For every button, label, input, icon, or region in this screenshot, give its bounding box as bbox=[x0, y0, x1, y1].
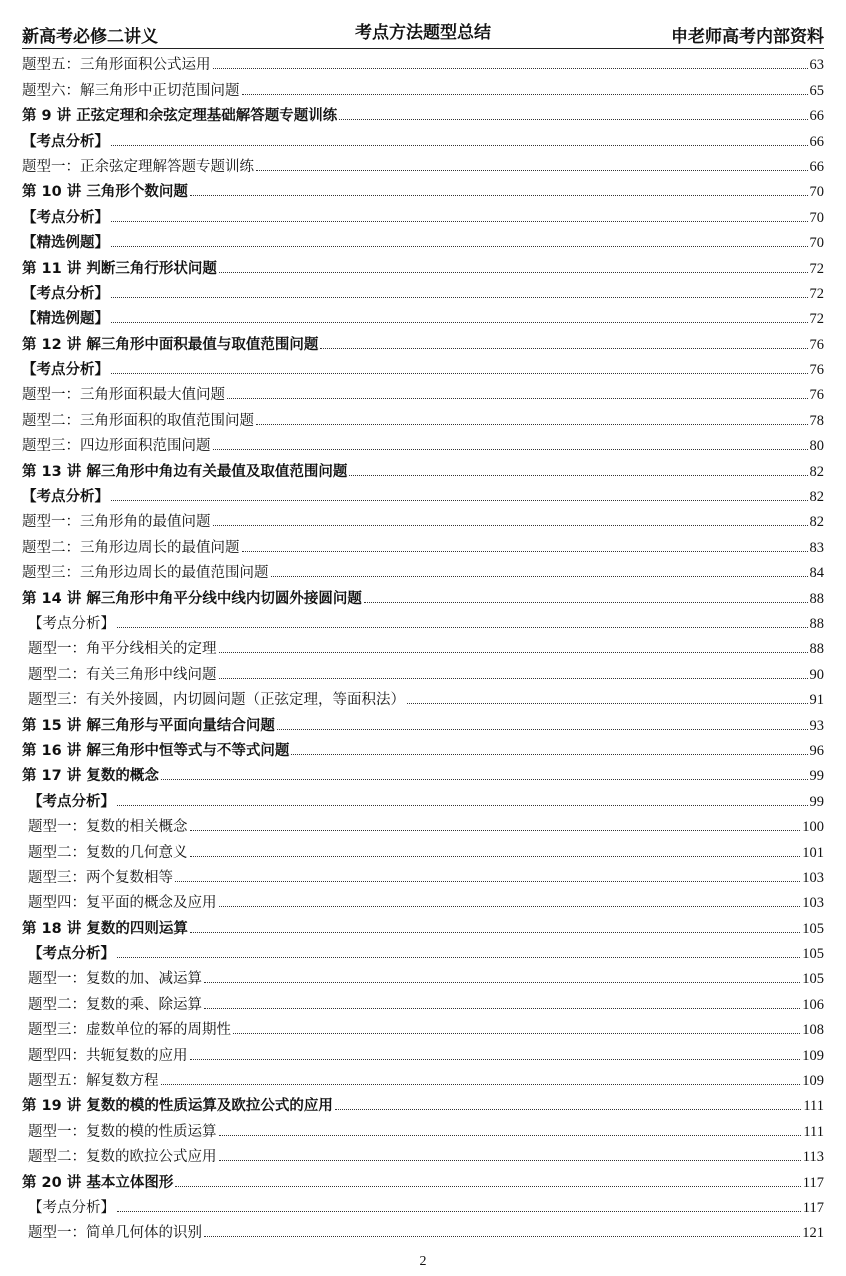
toc-entry[interactable] bbox=[22, 1065, 824, 1090]
toc-dot-leader bbox=[111, 145, 808, 146]
header-left-title: 新高考必修二讲义 bbox=[22, 27, 158, 47]
toc-entry-page: 82 bbox=[809, 489, 824, 506]
toc-entry[interactable] bbox=[22, 557, 824, 582]
toc-entry-title: 第 17 讲 复数的概念 bbox=[22, 768, 159, 785]
toc-entry[interactable] bbox=[22, 1090, 824, 1115]
toc-entry-title: 【考点分析】 bbox=[22, 362, 109, 379]
toc-dot-leader bbox=[219, 1135, 802, 1136]
toc-entry-title: 【考点分析】 bbox=[22, 285, 109, 302]
toc-entry[interactable] bbox=[22, 100, 824, 125]
toc-dot-leader bbox=[291, 754, 807, 755]
toc-entry-title: 【考点分析】 bbox=[28, 793, 115, 810]
toc-entry-title: 【考点分析】 bbox=[22, 489, 109, 506]
toc-entry-page: 100 bbox=[802, 819, 824, 836]
toc-entry-title: 第 12 讲 解三角形中面积最值与取值范围问题 bbox=[22, 336, 319, 353]
toc-entry-title: 题型一：复数的加、减运算 bbox=[28, 971, 202, 988]
toc-dot-leader bbox=[175, 1186, 800, 1187]
toc-entry[interactable] bbox=[22, 836, 824, 861]
toc-dot-leader bbox=[111, 221, 808, 222]
toc-entry-page: 111 bbox=[803, 1098, 824, 1115]
toc-entry-title: 题型一：角平分线相关的定理 bbox=[28, 641, 217, 658]
toc-dot-leader bbox=[111, 322, 808, 323]
toc-entry-page: 70 bbox=[809, 184, 824, 201]
toc-entry[interactable] bbox=[22, 303, 824, 328]
toc-dot-leader bbox=[161, 779, 808, 780]
toc-dot-leader bbox=[213, 449, 808, 450]
toc-entry-page: 105 bbox=[802, 946, 824, 963]
toc-entry[interactable] bbox=[22, 531, 824, 556]
toc-entry-page: 113 bbox=[802, 1149, 824, 1166]
toc-entry-title: 题型二：复数的欧拉公式应用 bbox=[28, 1149, 217, 1166]
toc-dot-leader bbox=[111, 500, 808, 501]
toc-entry-page: 78 bbox=[809, 412, 824, 429]
toc-entry[interactable] bbox=[22, 481, 824, 506]
toc-entry-title: 题型三：虚数单位的幂的周期性 bbox=[28, 1022, 231, 1039]
header-center-title: 考点方法题型总结 bbox=[355, 23, 491, 43]
toc-entry-page: 109 bbox=[802, 1047, 824, 1064]
toc-dot-leader bbox=[204, 1236, 800, 1237]
toc-entry-page: 101 bbox=[802, 844, 824, 861]
toc-entry-page: 70 bbox=[809, 209, 824, 226]
toc-entry[interactable] bbox=[22, 633, 824, 658]
toc-entry-page: 109 bbox=[802, 1073, 824, 1090]
toc-entry-title: 题型二：有关三角形中线问题 bbox=[28, 666, 217, 683]
toc-dot-leader bbox=[219, 678, 808, 679]
toc-entry[interactable] bbox=[22, 1141, 824, 1166]
toc-entry-page: 76 bbox=[809, 362, 824, 379]
toc-entry-page: 103 bbox=[802, 869, 824, 886]
toc-dot-leader bbox=[233, 1033, 800, 1034]
toc-entry[interactable] bbox=[22, 201, 824, 226]
toc-dot-leader bbox=[227, 398, 808, 399]
toc-entry-title: 第 13 讲 解三角形中角边有关最值及取值范围问题 bbox=[22, 463, 348, 480]
toc-dot-leader bbox=[175, 881, 800, 882]
toc-entry-page: 88 bbox=[809, 641, 824, 658]
toc-entry-page: 106 bbox=[802, 996, 824, 1013]
toc-entry[interactable] bbox=[22, 684, 824, 709]
toc-entry[interactable] bbox=[22, 328, 824, 353]
toc-entry-page: 84 bbox=[809, 565, 824, 582]
toc-dot-leader bbox=[204, 1008, 800, 1009]
toc-entry-title: 题型一：复数的相关概念 bbox=[28, 819, 188, 836]
toc-entry[interactable] bbox=[22, 938, 824, 963]
toc-entry-page: 63 bbox=[809, 57, 824, 74]
toc-dot-leader bbox=[117, 1211, 801, 1212]
toc-dot-leader bbox=[117, 627, 808, 628]
toc-entry[interactable] bbox=[22, 354, 824, 379]
toc-entry-page: 66 bbox=[809, 158, 824, 175]
toc-dot-leader bbox=[111, 297, 808, 298]
toc-dot-leader bbox=[213, 525, 808, 526]
toc-entry-page: 72 bbox=[809, 285, 824, 302]
toc-entry-page: 105 bbox=[802, 920, 824, 937]
toc-dot-leader bbox=[277, 729, 808, 730]
toc-entry-title: 题型三：三角形边周长的最值范围问题 bbox=[22, 565, 269, 582]
toc-entry[interactable] bbox=[22, 252, 824, 277]
toc-entry-page: 96 bbox=[809, 742, 824, 759]
toc-entry[interactable] bbox=[22, 49, 824, 74]
toc-entry[interactable] bbox=[22, 278, 824, 303]
toc-entry[interactable] bbox=[22, 963, 824, 988]
toc-entry-title: 【精选例题】 bbox=[22, 235, 109, 252]
toc-entry[interactable] bbox=[22, 1115, 824, 1140]
toc-entry-title: 【考点分析】 bbox=[28, 946, 115, 963]
toc-entry-title: 第 16 讲 解三角形中恒等式与不等式问题 bbox=[22, 742, 290, 759]
toc-dot-leader bbox=[335, 1109, 801, 1110]
toc-dot-leader bbox=[190, 932, 800, 933]
toc-entry-page: 70 bbox=[809, 235, 824, 252]
toc-dot-leader bbox=[242, 551, 808, 552]
toc-entry-title: 题型二：复数的几何意义 bbox=[28, 844, 188, 861]
toc-entry-title: 题型四：复平面的概念及应用 bbox=[28, 895, 217, 912]
toc-entry-title: 【考点分析】 bbox=[28, 615, 115, 632]
toc-entry-page: 111 bbox=[803, 1123, 824, 1140]
toc-dot-leader bbox=[364, 602, 808, 603]
toc-entry[interactable] bbox=[22, 151, 824, 176]
toc-dot-leader bbox=[339, 119, 807, 120]
toc-dot-leader bbox=[219, 272, 808, 273]
page-header bbox=[22, 18, 824, 48]
table-of-contents bbox=[22, 49, 824, 1242]
toc-entry[interactable] bbox=[22, 912, 824, 937]
toc-entry-title: 题型二：三角形边周长的最值问题 bbox=[22, 539, 240, 556]
toc-entry[interactable] bbox=[22, 1014, 824, 1039]
toc-entry-title: 题型二：三角形面积的取值范围问题 bbox=[22, 412, 254, 429]
toc-entry-title: 题型三：两个复数相等 bbox=[28, 869, 173, 886]
page-number: 2 bbox=[419, 1254, 427, 1269]
toc-entry-title: 题型一：复数的模的性质运算 bbox=[28, 1123, 217, 1140]
toc-entry[interactable] bbox=[22, 430, 824, 455]
toc-entry-page: 108 bbox=[802, 1022, 824, 1039]
toc-entry-page: 121 bbox=[802, 1225, 824, 1242]
toc-entry[interactable] bbox=[22, 658, 824, 683]
toc-entry-title: 第 9 讲 正弦定理和余弦定理基础解答题专题训练 bbox=[22, 108, 338, 125]
toc-dot-leader bbox=[111, 373, 808, 374]
toc-entry-page: 99 bbox=[809, 793, 824, 810]
toc-entry-page: 88 bbox=[809, 590, 824, 607]
toc-entry-title: 题型四：共轭复数的应用 bbox=[28, 1047, 188, 1064]
toc-entry-title: 题型一：三角形角的最值问题 bbox=[22, 514, 211, 531]
toc-entry[interactable] bbox=[22, 760, 824, 785]
toc-entry-title: 【考点分析】 bbox=[22, 133, 109, 150]
toc-dot-leader bbox=[204, 982, 800, 983]
toc-entry-title: 题型二：复数的乘、除运算 bbox=[28, 996, 202, 1013]
toc-entry[interactable] bbox=[22, 709, 824, 734]
toc-entry-page: 99 bbox=[809, 768, 824, 785]
toc-entry[interactable] bbox=[22, 379, 824, 404]
toc-entry-title: 第 10 讲 三角形个数问题 bbox=[22, 184, 188, 201]
toc-entry-title: 第 20 讲 基本立体图形 bbox=[22, 1174, 174, 1191]
toc-entry-page: 93 bbox=[809, 717, 824, 734]
toc-entry[interactable] bbox=[22, 1166, 824, 1191]
toc-dot-leader bbox=[219, 906, 801, 907]
toc-entry-title: 题型五：解复数方程 bbox=[28, 1073, 159, 1090]
toc-entry[interactable] bbox=[22, 582, 824, 607]
toc-entry-page: 91 bbox=[809, 692, 824, 709]
toc-entry-page: 72 bbox=[809, 311, 824, 328]
toc-entry-page: 66 bbox=[809, 108, 824, 125]
toc-entry[interactable] bbox=[22, 74, 824, 99]
toc-dot-leader bbox=[242, 94, 808, 95]
toc-entry-title: 题型一：简单几何体的识别 bbox=[28, 1225, 202, 1242]
toc-entry-page: 117 bbox=[802, 1174, 824, 1191]
toc-entry[interactable] bbox=[22, 455, 824, 480]
toc-entry-page: 88 bbox=[809, 615, 824, 632]
toc-entry-page: 82 bbox=[809, 514, 824, 531]
toc-dot-leader bbox=[117, 805, 808, 806]
toc-entry[interactable] bbox=[22, 1192, 824, 1217]
toc-entry[interactable] bbox=[22, 1039, 824, 1064]
toc-entry[interactable] bbox=[22, 125, 824, 150]
toc-dot-leader bbox=[190, 195, 808, 196]
toc-entry-page: 65 bbox=[809, 82, 824, 99]
toc-entry-title: 题型一：三角形面积最大值问题 bbox=[22, 387, 225, 404]
toc-entry-page: 76 bbox=[809, 336, 824, 353]
toc-entry-title: 【考点分析】 bbox=[28, 1199, 115, 1216]
toc-entry[interactable] bbox=[22, 404, 824, 429]
toc-entry-page: 72 bbox=[809, 260, 824, 277]
toc-entry-title: 题型三：四边形面积范围问题 bbox=[22, 438, 211, 455]
toc-entry-title: 第 11 讲 判断三角行形状问题 bbox=[22, 260, 217, 277]
toc-entry-page: 90 bbox=[809, 666, 824, 683]
toc-entry[interactable] bbox=[22, 811, 824, 836]
toc-entry[interactable] bbox=[22, 887, 824, 912]
toc-entry-title: 第 15 讲 解三角形与平面向量结合问题 bbox=[22, 717, 275, 734]
toc-entry-title: 第 19 讲 复数的模的性质运算及欧拉公式的应用 bbox=[22, 1098, 333, 1115]
toc-dot-leader bbox=[190, 856, 801, 857]
toc-entry[interactable] bbox=[22, 1217, 824, 1242]
toc-entry-page: 76 bbox=[809, 387, 824, 404]
toc-entry-title: 【考点分析】 bbox=[22, 209, 109, 226]
toc-entry-title: 题型一：正余弦定理解答题专题训练 bbox=[22, 158, 254, 175]
toc-entry[interactable] bbox=[22, 176, 824, 201]
toc-dot-leader bbox=[190, 830, 801, 831]
toc-dot-leader bbox=[271, 576, 808, 577]
toc-entry-page: 105 bbox=[802, 971, 824, 988]
toc-entry-title: 题型五：三角形面积公式运用 bbox=[22, 57, 211, 74]
toc-entry-page: 103 bbox=[802, 895, 824, 912]
toc-dot-leader bbox=[349, 475, 807, 476]
toc-dot-leader bbox=[111, 246, 808, 247]
toc-entry[interactable] bbox=[22, 785, 824, 810]
toc-entry[interactable] bbox=[22, 608, 824, 633]
toc-dot-leader bbox=[117, 957, 800, 958]
toc-entry[interactable] bbox=[22, 227, 824, 252]
toc-entry-title: 第 14 讲 解三角形中角平分线中线内切圆外接圆问题 bbox=[22, 590, 362, 607]
toc-entry[interactable] bbox=[22, 862, 824, 887]
toc-dot-leader bbox=[256, 424, 808, 425]
toc-dot-leader bbox=[320, 348, 807, 349]
toc-dot-leader bbox=[219, 652, 808, 653]
toc-entry-page: 66 bbox=[809, 133, 824, 150]
toc-dot-leader bbox=[213, 68, 808, 69]
toc-entry-page: 83 bbox=[809, 539, 824, 556]
toc-entry[interactable] bbox=[22, 735, 824, 760]
toc-dot-leader bbox=[256, 170, 808, 171]
toc-entry[interactable] bbox=[22, 988, 824, 1013]
toc-dot-leader bbox=[407, 703, 808, 704]
toc-dot-leader bbox=[161, 1084, 801, 1085]
toc-entry-page: 117 bbox=[802, 1199, 824, 1216]
toc-dot-leader bbox=[190, 1059, 801, 1060]
toc-entry-title: 第 18 讲 复数的四则运算 bbox=[22, 920, 188, 937]
toc-entry-title: 【精选例题】 bbox=[22, 311, 109, 328]
toc-entry-title: 题型六：解三角形中正切范围问题 bbox=[22, 82, 240, 99]
toc-dot-leader bbox=[219, 1160, 801, 1161]
toc-entry[interactable] bbox=[22, 506, 824, 531]
toc-entry-page: 82 bbox=[809, 463, 824, 480]
toc-entry-title: 题型三：有关外接圆，内切圆问题（正弦定理，等面积法） bbox=[28, 692, 405, 709]
toc-entry-page: 80 bbox=[809, 438, 824, 455]
header-right-title: 申老师高考内部资料 bbox=[671, 27, 824, 47]
